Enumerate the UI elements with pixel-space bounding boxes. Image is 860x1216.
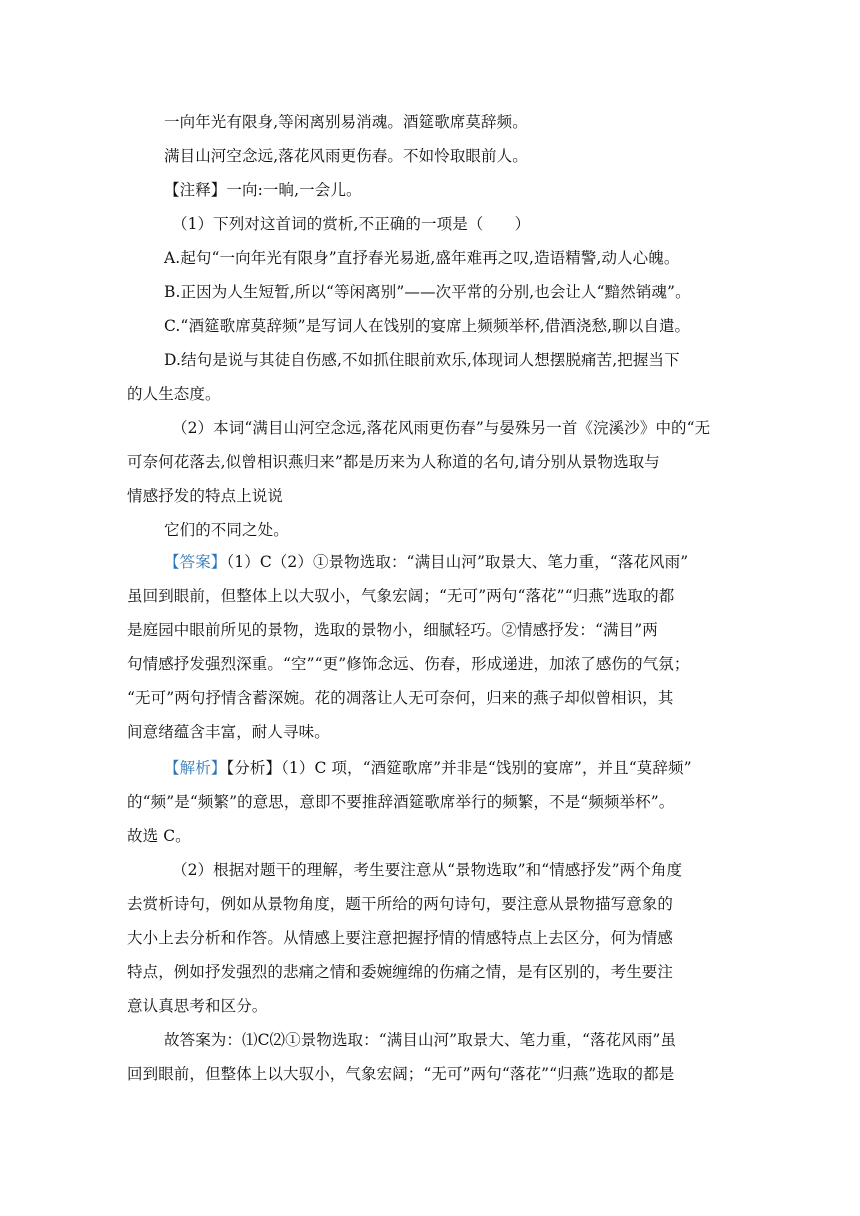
analysis-tag: 【解析】 (164, 759, 227, 777)
question-2-line-4: 它们的不同之处。 (164, 521, 289, 539)
analysis-p2-line-2: 去赏析诗句，例如从景物角度，题干所给的两句诗句，要注意从景物描写意象的 (127, 895, 674, 913)
poem-line-1: 一向年光有限身,等闲离别易消魂。酒筵歌席莫辞频。 (164, 113, 528, 131)
option-b: B.正因为人生短暂,所以“等闲离别”——次平常的分别,也会让人“黯然销魂”。 (164, 283, 691, 301)
option-d-line-1: D.结句是说与其徒自伤感,不如抓住眼前欢乐,体现词人想摆脱痛苦,把握当下 (164, 351, 680, 369)
analysis-line-1 (164, 758, 734, 778)
analysis-p2-line-1: （2）根据对题干的理解，考生要注意从“景物选取”和“情感抒发”两个角度 (172, 861, 683, 879)
analysis-p3-line-1: 故答案为：⑴C⑵①景物选取：“满目山河”取景大、笔力重，“落花风雨”虽 (164, 1031, 677, 1049)
answer-line-5: “无可”两句抒情含蓄深婉。花的凋落让人无可奈何，归来的燕子却似曾相识，其 (127, 689, 674, 707)
analysis-line-2: 的“频”是“频繁”的意思，意即不要推辞酒筵歌席举行的频繁，不是“频频举杯”。 (127, 793, 675, 811)
analysis-line-3: 故选 C。 (127, 827, 191, 845)
question-2-line-1: （2）本词“满目山河空念远,落花风雨更伤春”与晏殊另一首《浣溪沙》中的“无 (172, 419, 711, 437)
answer-line-1 (164, 552, 734, 572)
answer-line-3: 是庭园中眼前所见的景物，选取的景物小，细腻轻巧。②情感抒发：“满目”两 (127, 621, 658, 639)
option-d-line-2: 的人生态度。 (127, 385, 221, 403)
question-2-line-3: 情感抒发的特点上说说 (127, 487, 284, 505)
question-2-line-2: 可奈何花落去,似曾相识燕归来”都是历来为人称道的名句,请分别从景物选取与 (127, 453, 660, 471)
question-1-stem: （1）下列对这首词的赏析,不正确的一项是（ ） (172, 215, 531, 233)
analysis-text-1: 【分析】（1）C 项，“酒筵歌席”并非是“饯别的宴席”，并且“莫辞频” (226, 759, 692, 777)
poem-line-2: 满目山河空念远,落花风雨更伤春。不如怜取眼前人。 (164, 147, 528, 165)
answer-text-1: （1）C（2）①景物选取：“满目山河”取景大、笔力重，“落花风雨” (226, 553, 689, 571)
answer-line-2: 虽回到眼前，但整体上以大驭小，气象宏阔；“无可”两句“落花”“归燕”选取的都 (127, 587, 675, 605)
analysis-p2-line-4: 特点，例如抒发强烈的悲痛之情和委婉缠绵的伤痛之情，是有区别的，考生要注 (127, 963, 674, 981)
poem-note: 【注释】一向:一晌,一会儿。 (164, 181, 362, 199)
analysis-p2-line-3: 大小上去分析和作答。从情感上要注意把握抒情的情感特点上去区分，何为情感 (127, 929, 674, 947)
answer-line-4: 句情感抒发强烈深重。“空”“更”修饰念远、伤春，形成递进，加浓了感伤的气氛； (127, 655, 690, 673)
analysis-p3-line-2: 回到眼前，但整体上以大驭小，气象宏阔；“无可”两句“落花”“归燕”选取的都是 (127, 1065, 675, 1083)
option-c: C.“酒筵歌席莫辞频”是写词人在饯别的宴席上频频举杯,借酒浇愁,聊以自遣。 (164, 317, 691, 335)
analysis-p2-line-5: 意认真思考和区分。 (127, 997, 268, 1015)
answer-tag: 【答案】 (164, 553, 227, 571)
answer-line-6: 间意绪蕴含丰富，耐人寻味。 (127, 723, 330, 741)
option-a: A.起句“一向年光有限身”直抒春光易逝,盛年难再之叹,造语精警,动人心魄。 (164, 249, 680, 267)
